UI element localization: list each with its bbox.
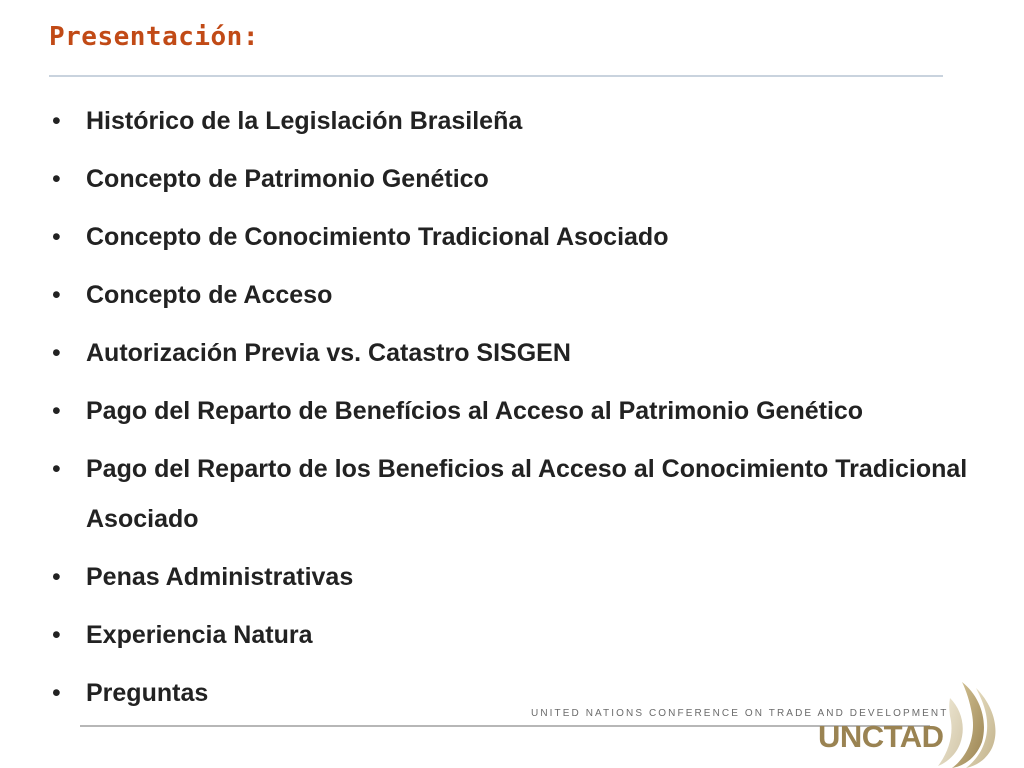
- organization-name: UNITED NATIONS CONFERENCE ON TRADE AND DEVELOPMENT: [531, 708, 949, 719]
- bullet-icon: •: [52, 223, 61, 251]
- agenda-item: [52, 96, 982, 146]
- agenda-item: [52, 552, 982, 602]
- agenda-item-text: Preguntas: [86, 679, 209, 707]
- bullet-icon: •: [52, 339, 61, 367]
- title-divider: [49, 75, 943, 77]
- bullet-icon: •: [52, 679, 61, 707]
- agenda-item-text: Pago del Reparto de Benefícios al Acceso al Patrimonio Genético: [86, 397, 864, 425]
- agenda-item-text: Concepto de Patrimonio Genético: [86, 165, 489, 193]
- agenda-list: [52, 96, 982, 726]
- unctad-logo-text: UNCTAD: [818, 719, 944, 754]
- agenda-item: [52, 154, 982, 204]
- agenda-item: [52, 328, 982, 378]
- agenda-item-text: Autorización Previa vs. Catastro SISGEN: [86, 339, 571, 367]
- agenda-item: [52, 610, 982, 660]
- bullet-icon: •: [52, 621, 61, 649]
- bullet-icon: •: [52, 107, 61, 135]
- slide-title: Presentación:: [49, 22, 259, 52]
- agenda-item-text: Concepto de Conocimiento Tradicional Asociado: [86, 223, 669, 251]
- bullet-icon: •: [52, 455, 61, 483]
- bullet-icon: •: [52, 165, 61, 193]
- agenda-item-text: Experiencia Natura: [86, 621, 313, 649]
- agenda-item: [52, 386, 982, 436]
- bullet-icon: •: [52, 397, 61, 425]
- agenda-item-text: Penas Administrativas: [86, 563, 354, 591]
- agenda-item-text: Pago del Reparto de los Beneficios al Acceso al Conocimiento Tradicional Asociado: [86, 455, 968, 533]
- agenda-item: [52, 270, 982, 320]
- agenda-item-text: Histórico de la Legislación Brasileña: [86, 107, 523, 135]
- agenda-item: [52, 444, 982, 544]
- bullet-icon: •: [52, 563, 61, 591]
- agenda-item: [52, 212, 982, 262]
- agenda-item-text: Concepto de Acceso: [86, 281, 333, 309]
- bullet-icon: •: [52, 281, 61, 309]
- footer-divider: [80, 725, 930, 727]
